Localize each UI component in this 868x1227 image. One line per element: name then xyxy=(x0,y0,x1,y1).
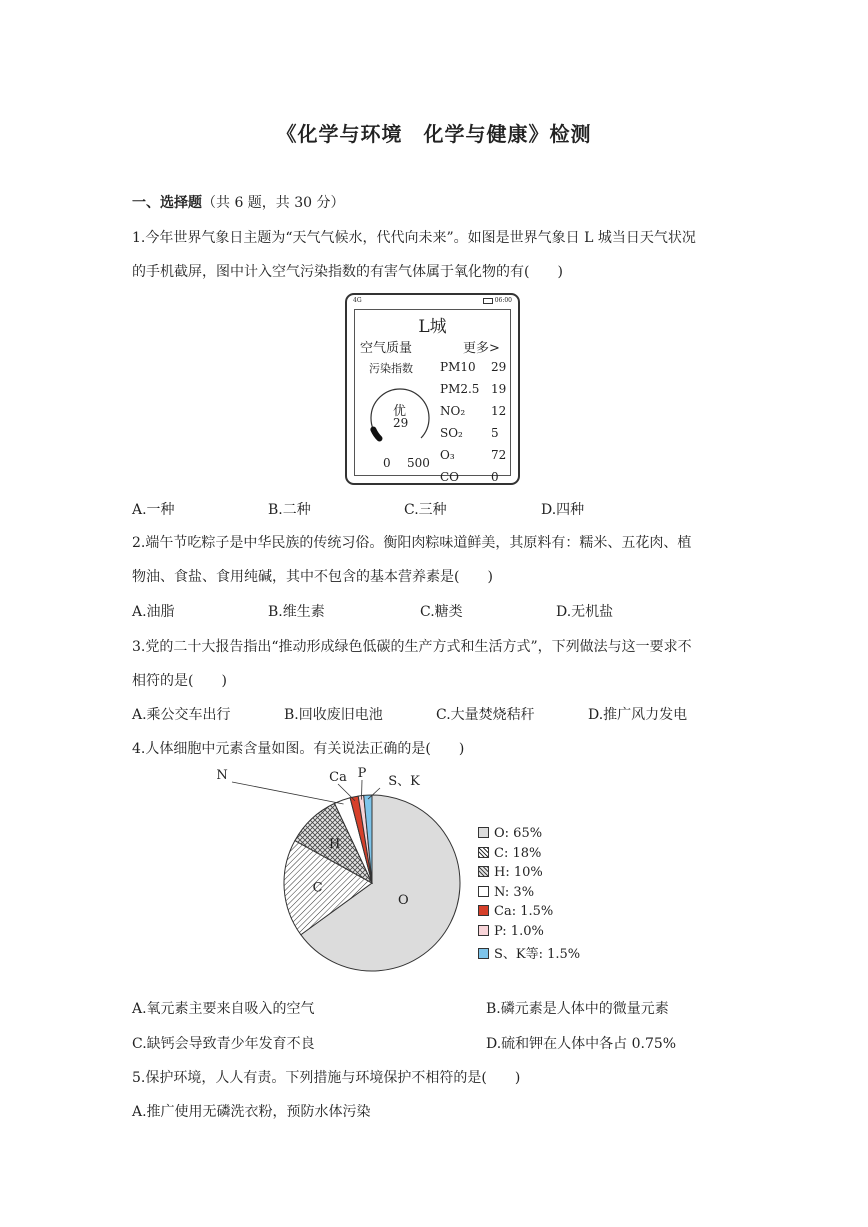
time-text: 06:00 xyxy=(494,297,512,304)
pollutant-value: 5 xyxy=(491,426,499,440)
phone-time xyxy=(483,297,512,304)
city-name: L城 xyxy=(418,317,447,337)
q4-option-b: B.磷元素是人体中的微量元素 xyxy=(486,1001,669,1017)
legend-item xyxy=(478,885,534,900)
q3-option-b: B.回收废旧电池 xyxy=(284,707,383,723)
air-quality-label: 空气质量 xyxy=(360,341,413,356)
pollutant-name: NO₂ xyxy=(440,404,466,418)
pollutant-name: PM2.5 xyxy=(440,382,480,396)
legend-swatch xyxy=(478,827,489,838)
q2-option-a: A.油脂 xyxy=(132,604,175,620)
legend-label: C: 18% xyxy=(494,845,542,861)
signal-indicator: 4G xyxy=(353,297,362,304)
pie-leader-line xyxy=(232,782,344,804)
pie-leader-line xyxy=(338,784,355,801)
q1-line1: 1.今年世界气象日主题为“天气气候水，代代向未来”。如图是世界气象日 L 城当日天气状况 xyxy=(132,230,696,246)
q1-option-c: C.三种 xyxy=(404,502,447,518)
legend-item xyxy=(478,865,543,880)
legend-label: H: 10% xyxy=(494,865,543,880)
q2-line1: 2.端午节吃粽子是中华民族的传统习俗。衡阳肉粽味道鲜美，其原料有：糯米、五花肉、植 xyxy=(132,535,692,551)
pie-label: C xyxy=(312,880,323,896)
legend-item xyxy=(478,924,544,939)
q1-option-a: A.一种 xyxy=(132,502,175,518)
section-head: 一、选择题 xyxy=(132,195,202,211)
pie-leader-line xyxy=(361,780,362,800)
pollutant-value: 0 xyxy=(491,470,499,484)
q1-line2: 的手机截屏，图中计入空气污染指数的有害气体属于氧化物的有( ) xyxy=(132,264,563,280)
legend-swatch xyxy=(478,905,489,916)
pollutant-value: 72 xyxy=(491,448,507,462)
legend-item xyxy=(478,846,541,861)
aqi-grade: 优 xyxy=(393,404,407,419)
pollutant-name: PM10 xyxy=(440,360,476,374)
more-link: 更多> xyxy=(463,341,500,356)
legend-swatch xyxy=(478,886,489,897)
q3-option-d: D.推广风力发电 xyxy=(588,707,688,723)
legend-label: S、K等: 1.5% xyxy=(494,947,581,962)
pie-label: H xyxy=(328,837,341,853)
pie-label: Ca xyxy=(329,770,347,785)
q3-option-c: C.大量焚烧秸秆 xyxy=(436,707,535,723)
pollutant-name: CO xyxy=(440,470,460,484)
phone-screen xyxy=(354,309,511,484)
legend-swatch xyxy=(478,948,489,959)
q1-option-b: B.二种 xyxy=(268,502,311,518)
aqi-value: 29 xyxy=(393,416,409,430)
q3-line1: 3.党的二十大报告指出“推动形成绿色低碳的生产方式和生活方式”，下列做法与这一要求不 xyxy=(132,639,692,655)
q4-option-d: D.硫和钾在人体中各占 0.75% xyxy=(486,1036,677,1052)
document-title: 《化学与环境 化学与健康》检测 xyxy=(276,122,592,146)
pie-label: O xyxy=(398,892,409,908)
pollutant-value: 12 xyxy=(491,404,507,418)
q4-line1: 4.人体细胞中元素含量如图。有关说法正确的是( ) xyxy=(132,741,465,757)
legend-swatch xyxy=(478,925,489,936)
gauge-max: 500 xyxy=(407,456,430,470)
gauge-min: 0 xyxy=(383,456,391,470)
q4-option-c: C.缺钙会导致青少年发育不良 xyxy=(132,1036,315,1052)
q5-line1: 5.保护环境，人人有责。下列措施与环境保护不相符的是( ) xyxy=(132,1070,521,1086)
legend-label: Ca: 1.5% xyxy=(494,904,554,919)
q4-option-a: A.氧元素主要来自吸入的空气 xyxy=(132,1001,315,1017)
pie-label: S、K xyxy=(388,774,420,789)
legend-label: N: 3% xyxy=(494,884,535,900)
legend-swatch xyxy=(478,866,489,877)
pollutant-name: SO₂ xyxy=(440,426,463,440)
battery-icon xyxy=(483,298,493,304)
q2-option-d: D.无机盐 xyxy=(556,604,614,620)
q1-option-d: D.四种 xyxy=(541,502,585,518)
q2-line2: 物油、食盐、食用纯碱，其中不包含的基本营养素是( ) xyxy=(132,569,493,585)
pollutant-value: 29 xyxy=(491,360,507,374)
legend-item xyxy=(478,904,553,919)
pie-legend xyxy=(478,826,608,966)
legend-label: O: 65% xyxy=(494,826,543,841)
pie-slices xyxy=(284,795,460,971)
section-heading xyxy=(132,193,345,213)
phone-screenshot xyxy=(345,293,520,485)
pollutant-name: O₃ xyxy=(440,448,455,462)
legend-item xyxy=(478,943,580,962)
pollutant-value: 19 xyxy=(491,382,507,396)
legend-swatch xyxy=(478,847,489,858)
gauge-fill xyxy=(373,430,379,439)
section-note: （共 6 题，共 30 分） xyxy=(202,195,345,211)
pollution-index-label: 污染指数 xyxy=(369,362,413,375)
pie-label: P xyxy=(357,766,367,781)
pie-label: N xyxy=(216,768,228,783)
q3-line2: 相符的是( ) xyxy=(132,673,227,689)
q5-option-a: A.推广使用无磷洗衣粉，预防水体污染 xyxy=(132,1104,371,1120)
legend-label: P: 1.0% xyxy=(494,923,544,939)
legend-item xyxy=(478,826,542,841)
q2-option-b: B.维生素 xyxy=(268,604,325,620)
q3-option-a: A.乘公交车出行 xyxy=(132,707,231,723)
q2-option-c: C.糖类 xyxy=(420,604,463,620)
